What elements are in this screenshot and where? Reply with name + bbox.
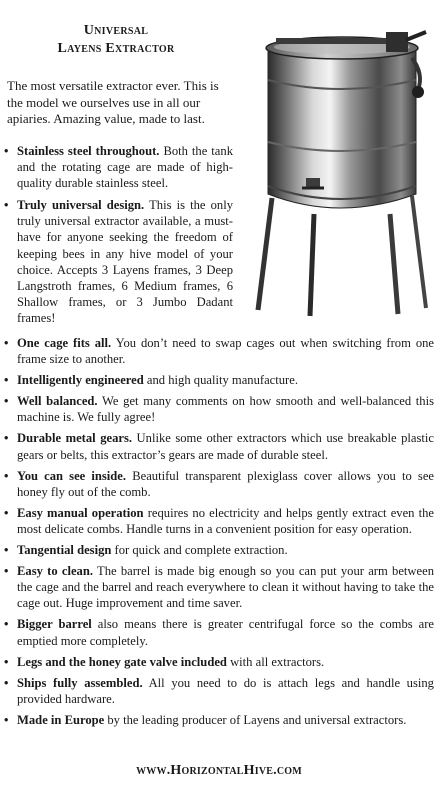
list-item (0, 393, 434, 425)
feature-heading: One cage fits all. (17, 336, 112, 350)
list-item (0, 335, 434, 367)
title-line-1: Universal (83, 23, 149, 38)
list-item (0, 372, 434, 388)
feature-text: Beautiful transparent plexiglass cover allows you to see honey fly out of the comb. (17, 468, 435, 499)
feature-heading: Bigger barrel (17, 617, 92, 632)
feature-text: for quick and complete extraction. (111, 543, 288, 558)
feature-text: All you need to do is attach legs and handle using provided hardware. (17, 675, 434, 706)
feature-heading: You can see inside. (17, 468, 127, 483)
feature-heading: Truly universal design. (17, 198, 145, 213)
list-item (0, 430, 434, 462)
title-line-2: Layens Extractor (57, 41, 175, 56)
feature-heading: Well balanced. (17, 394, 98, 409)
page-title (0, 22, 232, 58)
list-item (0, 505, 434, 537)
feature-text: You don’t need to swap cages out when switching from one frame size to another. (17, 336, 435, 367)
list-item (0, 197, 233, 326)
feature-heading: Tangential design (17, 543, 112, 558)
list-item (0, 675, 434, 707)
feature-text: This is the only truly universal extractor available, a must-have for anyone seeking the freedom of keeping bees in any hive model of your choice. Accepts 3 Layens frames, 3 Deep Langstroth frames, 6 Medium frames, 6 Shallow frames, or 3 Jumbo Dadant frames! (17, 198, 233, 325)
list-item (0, 654, 434, 670)
feature-heading: Intelligently engineered (17, 373, 144, 388)
list-item (0, 563, 434, 611)
list-item (0, 143, 233, 191)
list-item (0, 468, 434, 500)
feature-heading: Easy to clean. (17, 564, 93, 579)
feature-list-bottom (0, 335, 434, 733)
feature-heading: Easy manual operation (17, 505, 144, 520)
feature-heading: Made in Europe (17, 712, 105, 727)
feature-text: Unlike some other extractors which use breakable plastic gears or belts, this extractor’s gears are made of durable steel. (17, 431, 434, 462)
list-item (0, 712, 434, 728)
feature-text: Both the tank and the rotating cage are made of high-quality durable stainless steel. (17, 144, 233, 191)
feature-text: requires no electricity and helps gently extract even the most delicate combs. Handle turns in a convenient position for easy operation. (17, 505, 434, 536)
feature-text: with all extractors. (226, 654, 325, 669)
feature-heading: Stainless steel throughout. (17, 144, 160, 158)
list-item (0, 542, 434, 558)
feature-text: and high quality manufacture. (143, 373, 298, 388)
feature-heading: Durable metal gears. (17, 431, 133, 446)
feature-text: also means there is greater centrifugal force so the combs are emptied more completely. (17, 617, 435, 648)
extractor-photo (240, 18, 436, 318)
intro-paragraph: The most versatile extractor ever. This is the model we ourselves use in all our apiaries. Amazing value, made to last. (7, 78, 219, 126)
feature-heading: Legs and the honey gate valve included (17, 654, 227, 669)
feature-heading: Ships fully assembled. (17, 675, 143, 690)
feature-text: The barrel is made big enough so you can put your arm between the cage and the barrel and reach everywhere to clean it without having to take the cage out. Huge improvement and time saver. (17, 564, 434, 611)
list-item (0, 616, 434, 648)
feature-text: We get many comments on how smooth and well-balanced this machine is. We fully agree! (17, 394, 434, 425)
website-url: www.HorizontalHive.com (136, 763, 302, 778)
feature-text: by the leading producer of Layens and universal extractors. (104, 712, 407, 727)
feature-list-top (0, 143, 233, 332)
